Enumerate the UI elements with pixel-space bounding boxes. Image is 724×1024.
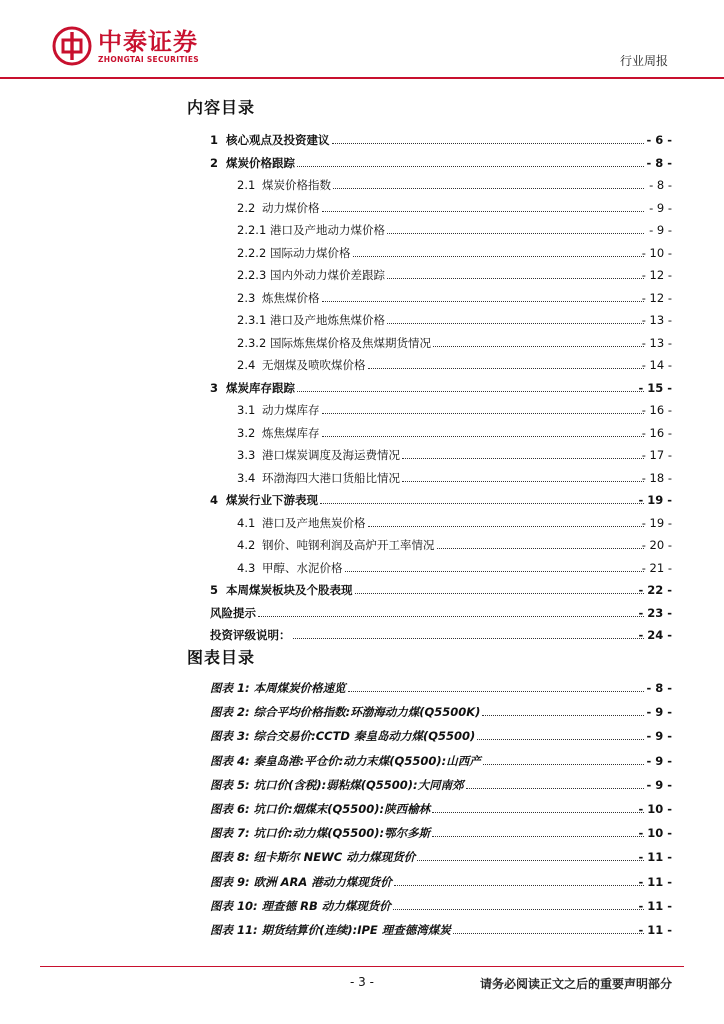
toc-entry-number: 3.3 [237, 448, 256, 462]
dot-leader [483, 764, 644, 765]
toc-entry-page: - 12 - [641, 290, 672, 305]
figure-entry[interactable] [0, 752, 724, 770]
dot-leader [322, 436, 644, 437]
toc-entry-label: 炼焦煤价格 [262, 290, 320, 305]
logo-english-name: ZHONGTAI SECURITIES [98, 54, 199, 64]
toc-entry[interactable] [0, 244, 724, 262]
toc-entry-page: - 19 - [638, 493, 672, 507]
dot-leader [297, 391, 644, 392]
toc-entry-number: 4.2 [237, 538, 256, 552]
toc-entry[interactable] [0, 401, 724, 419]
toc-entry-number: 2.2.1 [237, 223, 267, 237]
dot-leader [320, 503, 644, 504]
toc-entry-number: 4 [210, 493, 219, 507]
figure-entry-label: 图表 11: 期货结算价(连续):IPE 理查德湾煤炭 [210, 923, 451, 937]
dot-leader [437, 548, 644, 549]
figure-entry-label: 图表 8: 纽卡斯尔 NEWC 动力煤现货价 [210, 850, 416, 865]
toc-entry-page: - 9 - [649, 200, 672, 215]
toc-entry-label: 风险提示 [210, 605, 256, 620]
toc-entry[interactable] [0, 514, 724, 532]
toc-entry-number: 3.1 [237, 403, 256, 417]
toc-entry-number: 3.4 [237, 470, 256, 485]
figure-entry-label: 图表 3: 综合交易价:CCTD 秦皇岛动力煤(Q5500) [210, 729, 476, 744]
toc-entry[interactable] [0, 604, 724, 622]
dot-leader [322, 413, 644, 414]
toc-entry[interactable] [0, 221, 724, 239]
toc-entry[interactable] [0, 469, 724, 487]
toc-entry-page: - 8 - [649, 178, 672, 192]
figure-entry-page: - 11 - [638, 898, 672, 913]
toc-entry-label: 动力煤价格 [262, 200, 320, 215]
figure-entry[interactable] [0, 727, 724, 745]
dot-leader [348, 691, 644, 692]
toc-entry-label: 港口煤炭调度及海运费情况 [262, 448, 400, 462]
figure-entry[interactable] [0, 824, 724, 842]
dot-leader [355, 593, 644, 594]
figure-entry[interactable] [0, 776, 724, 794]
toc-entry[interactable] [0, 536, 724, 554]
dot-leader [293, 638, 644, 639]
toc-entry-number: 2.3.2 [237, 335, 267, 350]
toc-entry-page: - 19 - [641, 515, 672, 530]
dot-leader [297, 166, 644, 167]
toc-entry-number: 2.2 [237, 200, 256, 215]
dot-leader [332, 143, 644, 144]
toc-entry[interactable] [0, 379, 724, 397]
dot-leader [453, 933, 644, 934]
toc-entry[interactable] [0, 446, 724, 464]
figure-entry-page: - 9 - [646, 777, 672, 792]
toc-entry-label: 钢价、吨钢利润及高炉开工率情况 [262, 538, 435, 552]
figure-entry-page: - 10 - [638, 802, 672, 816]
toc-entry[interactable] [0, 131, 724, 149]
toc-entry-label: 国内外动力煤价差跟踪 [270, 268, 385, 282]
dot-leader [333, 188, 644, 189]
toc-entry-page: - 17 - [641, 448, 672, 462]
dot-leader [258, 616, 644, 617]
toc-entry-label: 国际动力煤价格 [270, 245, 351, 260]
dot-leader [394, 885, 644, 886]
dot-leader [368, 368, 644, 369]
toc-entry-label: 煤炭行业下游表现 [226, 493, 318, 507]
toc-entry[interactable] [0, 491, 724, 509]
toc-entry-number: 2 [210, 155, 219, 170]
toc-entry-label: 核心观点及投资建议 [226, 133, 330, 147]
dot-leader [345, 571, 644, 572]
figure-entry-page: - 9 - [646, 729, 672, 744]
figure-entry-label: 图表 1: 本周煤炭价格速览 [210, 681, 346, 695]
toc-entry-label: 煤炭价格指数 [262, 178, 331, 192]
toc-entry[interactable] [0, 154, 724, 172]
toc-entry-number: 4.1 [237, 515, 256, 530]
figure-entry[interactable] [0, 848, 724, 866]
dot-leader [402, 458, 644, 459]
toc-entry-page: - 18 - [641, 470, 672, 485]
figure-entry[interactable] [0, 703, 724, 721]
toc-entry-page: - 23 - [638, 605, 672, 620]
toc-entry-label: 甲醇、水泥价格 [262, 560, 343, 575]
toc-entry-number: 2.3 [237, 290, 256, 305]
figure-entry-page: - 8 - [646, 681, 672, 695]
figure-entry-label: 图表 2: 综合平均价格指数:环渤海动力煤(Q5500K) [210, 705, 481, 720]
toc-entry[interactable] [0, 581, 724, 599]
toc-entry-label: 国际炼焦煤价格及焦煤期货情况 [270, 335, 431, 350]
toc-entry-page: - 16 - [641, 403, 672, 417]
figure-entry-page: - 9 - [646, 753, 672, 768]
toc-entry-label: 煤炭价格跟踪 [226, 155, 295, 170]
figure-entry-label: 图表 10: 理查德 RB 动力煤现货价 [210, 898, 391, 913]
dot-leader [387, 323, 644, 324]
toc-entry-number: 2.2.3 [237, 268, 267, 282]
toc-entry-label: 本周煤炭板块及个股表现 [226, 583, 353, 597]
toc-entry-number: 2.3.1 [237, 313, 267, 327]
dot-leader [368, 526, 644, 527]
dot-leader [322, 301, 644, 302]
toc-entry-label: 投资评级说明： [210, 628, 291, 642]
logo-chinese-name: 中泰证券 [98, 27, 198, 56]
toc-entry[interactable] [0, 176, 724, 194]
header-divider [0, 77, 724, 79]
toc-entry-page: - 14 - [641, 358, 672, 372]
toc-entry-number: 3 [210, 380, 219, 395]
toc-entry-label: 港口及产地焦炭价格 [262, 515, 366, 530]
dot-leader [477, 739, 644, 740]
figure-entry-page: - 9 - [646, 705, 672, 720]
toc-entry-page: - 24 - [638, 628, 672, 642]
toc-entry-number: 4.3 [237, 560, 256, 575]
toc-entry-page: - 10 - [641, 245, 672, 260]
toc-entry[interactable] [0, 424, 724, 442]
toc-entry[interactable] [0, 334, 724, 352]
toc-entry-number: 2.2.2 [237, 245, 267, 260]
figure-entry[interactable] [0, 921, 724, 939]
toc-entry-page: - 22 - [638, 583, 672, 597]
figure-entry-label: 图表 5: 坑口价(含税):弱粘煤(Q5500):大同南郊 [210, 777, 464, 792]
figure-entry-page: - 10 - [638, 826, 672, 841]
toc-entry-page: - 6 - [646, 133, 672, 147]
figure-entry-page: - 11 - [638, 923, 672, 937]
toc-entry[interactable] [0, 199, 724, 217]
toc-entry-label: 港口及产地炼焦煤价格 [270, 313, 385, 327]
dot-leader [353, 256, 644, 257]
toc-entry-number: 2.4 [237, 358, 256, 372]
toc-entry-page: - 21 - [641, 560, 672, 575]
toc-entry-number: 5 [210, 583, 219, 597]
toc-entry-label: 环渤海四大港口货船比情况 [262, 470, 400, 485]
toc-entry-page: - 16 - [641, 425, 672, 440]
dot-leader [402, 481, 644, 482]
toc-entry-label: 炼焦煤库存 [262, 425, 320, 440]
figures-title: 图表目录 [187, 648, 256, 667]
toc-entry-page: - 13 - [641, 313, 672, 327]
figure-entry-label: 图表 6: 坑口价:烟煤末(Q5500):陕西榆林 [210, 802, 431, 816]
dot-leader [482, 715, 644, 716]
toc-entry[interactable] [0, 626, 724, 644]
dot-leader [432, 812, 644, 813]
toc-entry-page: - 20 - [641, 538, 672, 552]
disclaimer-note: 请务必阅读正文之后的重要声明部分 [479, 977, 672, 991]
toc-entry-label: 无烟煤及喷吹煤价格 [262, 358, 366, 372]
toc-entry-number: 1 [210, 133, 219, 147]
dot-leader [387, 278, 644, 279]
toc-entry-label: 煤炭库存跟踪 [226, 380, 295, 395]
toc-entry-page: - 12 - [641, 268, 672, 282]
toc-entry[interactable] [0, 356, 724, 374]
figure-entry-label: 图表 4: 秦皇岛港:平仓价:动力末煤(Q5500):山西产 [210, 753, 481, 768]
toc-entry[interactable] [0, 289, 724, 307]
figure-entry-label: 图表 9: 欧洲 ARA 港动力煤现货价 [210, 874, 392, 889]
toc-entry-label: 动力煤库存 [262, 403, 320, 417]
toc-entry-page: - 9 - [649, 223, 672, 237]
toc-entry[interactable] [0, 311, 724, 329]
toc-entry-label: 港口及产地动力煤价格 [270, 223, 385, 237]
figure-entry[interactable] [0, 800, 724, 818]
dot-leader [322, 211, 644, 212]
dot-leader [387, 233, 644, 234]
dot-leader [417, 860, 644, 861]
page-header [0, 0, 724, 80]
toc-entry-number: 3.2 [237, 425, 256, 440]
figure-entry[interactable] [0, 897, 724, 915]
zhongtai-logo-icon [52, 26, 92, 66]
toc-entry-page: - 8 - [646, 155, 672, 170]
contents-title: 内容目录 [187, 98, 256, 117]
figure-entry-page: - 11 - [638, 850, 672, 865]
figure-entry[interactable] [0, 679, 724, 697]
toc-entry[interactable] [0, 266, 724, 284]
dot-leader [432, 836, 644, 837]
figure-entry-label: 图表 7: 坑口价:动力煤(Q5500):鄂尔多斯 [210, 826, 431, 841]
toc-entry-number: 2.1 [237, 178, 256, 192]
toc-entry-page: - 15 - [638, 380, 672, 395]
footer-divider [40, 966, 684, 967]
company-logo [52, 26, 199, 66]
dot-leader [393, 909, 644, 910]
page-number: - 3 - [350, 975, 374, 989]
dot-leader [466, 788, 644, 789]
document-type: 行业周报 [619, 54, 668, 68]
figure-entry-page: - 11 - [638, 874, 672, 889]
toc-entry-page: - 13 - [641, 335, 672, 350]
dot-leader [433, 346, 644, 347]
figure-entry[interactable] [0, 873, 724, 891]
toc-entry[interactable] [0, 559, 724, 577]
